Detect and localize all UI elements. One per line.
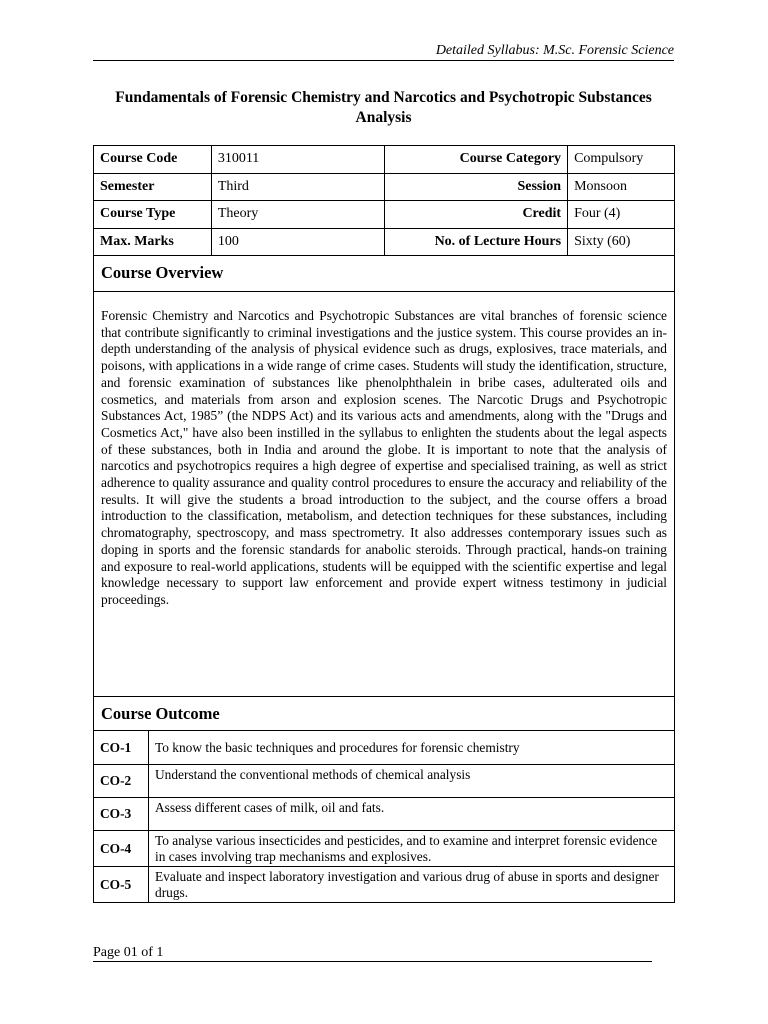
outcome-row: [94, 765, 675, 798]
course-outcome-heading: Course Outcome: [101, 704, 220, 723]
course-overview-body: [93, 291, 675, 697]
outcome-row: [94, 798, 675, 831]
info-key: Session: [385, 173, 568, 201]
outcome-text: Evaluate and inspect laboratory investigation and various drug of abuse in sports and designer drugs.: [149, 867, 675, 903]
info-key: Course Category: [385, 146, 568, 174]
course-overview-header: [93, 255, 675, 292]
page-footer: [93, 944, 652, 962]
outcome-label: CO-5: [94, 867, 149, 903]
info-row: [94, 173, 675, 201]
outcome-label: CO-3: [94, 798, 149, 831]
outcome-row: [94, 831, 675, 867]
info-value: 310011: [211, 146, 385, 174]
info-row: [94, 201, 675, 229]
course-overview-text: Forensic Chemistry and Narcotics and Psychotropic Substances are vital branches of forensic science that contribute significantly to criminal investigations and the justice system. This course provides an in-depth understanding of the analysis of physical evidence such as drugs, explosives, trace materials, and poisons, with applications in a wide range of crime cases. Students will study the identification, structure, and forensic examination of substances like phenolphthalein in bribe cases, adulterated oils and cosmetics, and materials from arson and explosion scenes. The Narcotic Drugs and Psychotropic Substances Act, 1985” (the NDPS Act) and its various acts and amendments, along with the "Drugs and Cosmetics Act," have also been instilled in the syllabus to enlighten the students about the legal aspects of these substances, both in India and around the globe. It is important to note that the analysis of narcotics and psychotropics requires a high degree of expertise and specialised training, as well as strict adherence to quality assurance and quality control procedures to ensure the accuracy and reliability of the results. It will give the students a broad introduction to the subject, and the course offers a broad introduction to the classification, metabolism, and detection techniques for these substances, including chromatography, spectroscopy, and mass spectrometry. It also addresses contemporary issues such as doping in sports and the forensic standards for anabolic steroids. Through practical, hands-on training and exposure to real-world applications, students will be equipped with the scientific expertise and legal knowledge necessary to support law enforcement and provide expert witness testimony in judicial proceedings.: [101, 308, 667, 607]
info-key: Max. Marks: [94, 228, 212, 256]
info-row: [94, 228, 675, 256]
outcome-row: [94, 867, 675, 903]
course-info-table: [93, 145, 675, 256]
info-value: Sixty (60): [568, 228, 675, 256]
course-overview-heading: Course Overview: [101, 263, 224, 282]
info-key: Semester: [94, 173, 212, 201]
info-key: No. of Lecture Hours: [385, 228, 568, 256]
info-row: [94, 146, 675, 174]
info-value: Compulsory: [568, 146, 675, 174]
page-number: Page 01 of 1: [93, 945, 164, 960]
outcome-label: CO-4: [94, 831, 149, 867]
course-title: Fundamentals of Forensic Chemistry and Narcotics and Psychotropic Substances Analysis: [115, 89, 652, 126]
outcome-text: To analyse various insecticides and pesticides, and to examine and interpret forensic evidence in cases involving trap mechanisms and explosives.: [149, 831, 675, 867]
outcome-text: To know the basic techniques and procedures for forensic chemistry: [149, 731, 675, 765]
outcome-label: CO-1: [94, 731, 149, 765]
info-key: Credit: [385, 201, 568, 229]
page-header: [93, 42, 674, 61]
info-value: 100: [211, 228, 385, 256]
header-text: Detailed Syllabus: M.Sc. Forensic Science: [435, 43, 674, 58]
info-value: Four (4): [568, 201, 675, 229]
outcome-text: Understand the conventional methods of chemical analysis: [149, 765, 675, 798]
outcome-text: Assess different cases of milk, oil and fats.: [149, 798, 675, 831]
outcome-label: CO-2: [94, 765, 149, 798]
info-value: Third: [211, 173, 385, 201]
info-key: Course Code: [94, 146, 212, 174]
info-value: Monsoon: [568, 173, 675, 201]
outcome-row: [94, 731, 675, 765]
course-outcome-table: [93, 730, 675, 903]
info-key: Course Type: [94, 201, 212, 229]
course-outcome-header: [93, 697, 675, 731]
info-value: Theory: [211, 201, 385, 229]
